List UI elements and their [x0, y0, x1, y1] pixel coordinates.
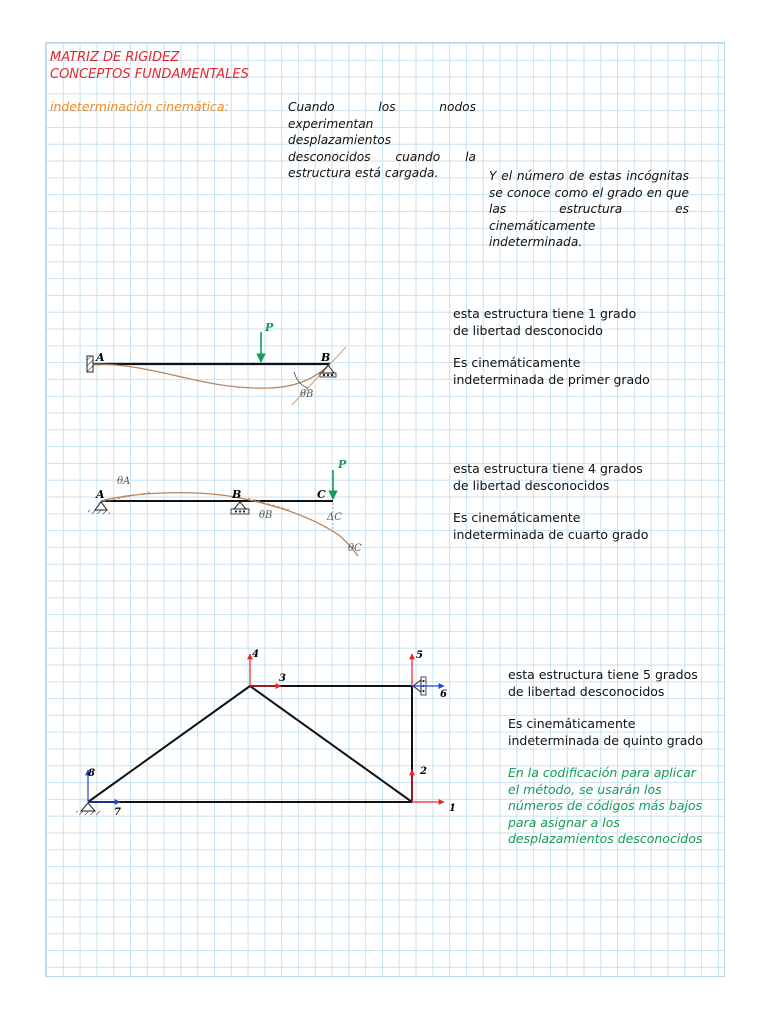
load-label: P: [265, 321, 274, 334]
node-a-label: A: [96, 351, 105, 364]
roller-support-icon-b: [234, 502, 246, 509]
example-1-dof: esta estructura tiene 1 grado de libertad desconocido: [453, 306, 637, 338]
code-8-label: 8: [88, 768, 95, 779]
title-line-2: CONCEPTOS FUNDAMENTALES: [50, 67, 249, 82]
displacement-c-label: ΔC: [327, 512, 342, 523]
example-3-degree: Es cinemáticamente indeterminada de quinto grado: [508, 716, 704, 748]
example-2-degree: Es cinemáticamente indeterminada de cuarto grado: [453, 510, 649, 542]
code-5-label: 5: [416, 650, 423, 661]
code-6-label: 6: [440, 689, 447, 700]
load-label-2: P: [338, 458, 347, 471]
example-3-dof: esta estructura tiene 5 grados de libertad desconocidos: [508, 667, 698, 699]
truss-figure: [76, 649, 456, 818]
node-b-label-2: B: [232, 488, 242, 501]
rotation-b-label-2: θB: [259, 510, 273, 521]
coding-note: En la codificación para aplicar el método, se usarán los números de códigos más bajos para asignar a los desplazamientos desconocidos: [508, 765, 703, 846]
rotation-c-label: θC: [348, 543, 362, 554]
rotation-b-label: θB: [300, 389, 314, 400]
rotation-a-label: θA: [117, 476, 131, 487]
section-label: indeterminación cinemática:: [50, 99, 229, 114]
truss-member-left: [88, 686, 250, 802]
deflection-curve-2: [101, 493, 358, 556]
code-7-label: 7: [114, 807, 121, 818]
code-3-label: 3: [279, 673, 286, 684]
code-4-label: 4: [252, 649, 259, 660]
title-line-1: MATRIZ DE RIGIDEZ: [50, 50, 180, 65]
code-2-label: 2: [420, 766, 427, 777]
node-a-label-2: A: [96, 488, 105, 501]
beam-figure-2: [88, 458, 362, 556]
pin-support-icon-truss: [81, 803, 95, 811]
truss-member-diagonal: [250, 686, 412, 802]
fixed-support-icon: [87, 356, 93, 372]
pin-support-icon-a: [95, 502, 107, 510]
definition-text: Cuando los nodos experimentan desplazamientos desconocidos cuando la estructura está cargada.: [288, 100, 476, 181]
code-1-label: 1: [449, 803, 456, 814]
node-b-label: B: [321, 351, 331, 364]
example-2-dof: esta estructura tiene 4 grados de libertad desconocidos: [453, 461, 643, 493]
deflection-curve: [93, 364, 330, 388]
beam-figure-1: [87, 321, 346, 405]
example-1-degree: Es cinemáticamente indeterminada de primer grado: [453, 355, 650, 387]
definition-text-2: Y el número de estas incógnitas se conoce como el grado en que las estructura es cinemáticamente indeterminada.: [489, 169, 689, 250]
node-c-label-2: C: [317, 488, 326, 501]
